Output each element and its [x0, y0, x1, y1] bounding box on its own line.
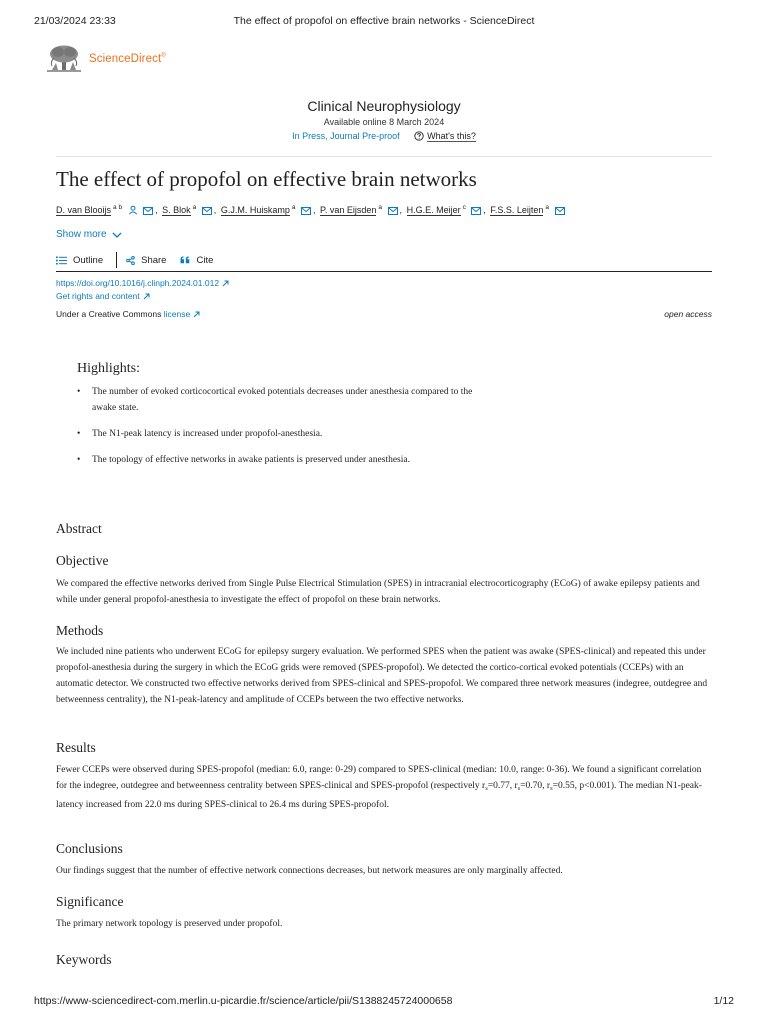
- author-link[interactable]: G.J.M. Huiskamp $^a$: [220, 204, 296, 215]
- rights-content-link[interactable]: Get rights and content: [56, 291, 150, 301]
- mail-icon[interactable]: [143, 207, 153, 215]
- print-header: [34, 15, 734, 29]
- quote-icon: [180, 256, 190, 264]
- outline-button[interactable]: [56, 255, 103, 266]
- highlight-item: • The topology of effective networks in awake patients is preserved under anesthesia.: [77, 452, 497, 468]
- open-access-label: open access: [664, 309, 712, 319]
- print-url: https://www-sciencedirect-com.merlin.u-picardie.fr/science/article/pii/S1388245724000658: [34, 995, 453, 1007]
- divider: [56, 156, 712, 157]
- creative-commons-notice: Under a Creative Commons license: [56, 309, 200, 319]
- conclusions-heading: Conclusions: [56, 841, 123, 856]
- outline-label: Outline: [73, 254, 104, 266]
- article-toolbar: [56, 251, 213, 269]
- significance-text: The primary network topology is preserved under propofol.: [56, 919, 283, 929]
- mail-icon[interactable]: [202, 207, 212, 215]
- print-datetime: 21/03/2024 23:33: [34, 15, 116, 27]
- whats-this-link[interactable]: What's this?: [427, 131, 476, 141]
- mail-icon[interactable]: [555, 207, 565, 215]
- external-link-icon: [222, 280, 229, 287]
- print-page-number: 1/12: [713, 995, 734, 1007]
- author-link[interactable]: P. van Eijsden $^a$: [320, 204, 383, 215]
- sciencedirect-logo[interactable]: [46, 44, 166, 74]
- share-icon: [126, 256, 135, 265]
- available-online: Available online 8 March 2024: [323, 117, 445, 127]
- cite-button[interactable]: [180, 255, 213, 266]
- significance-heading: Significance: [56, 894, 124, 909]
- toolbar-divider: [116, 252, 117, 268]
- toolbar-underline: [56, 271, 712, 272]
- elsevier-tree-logo-icon: [46, 44, 82, 74]
- show-more-button[interactable]: [56, 229, 122, 240]
- mail-icon[interactable]: [388, 207, 398, 215]
- author-link[interactable]: H.G.E. Meijer $^c$: [406, 204, 466, 215]
- brand-trademark: ®: [161, 53, 166, 59]
- external-link-icon: [143, 293, 150, 300]
- show-more-label: Show more: [56, 229, 107, 240]
- publication-status: [0, 131, 768, 141]
- author-link[interactable]: S. Blok $^a$: [162, 204, 197, 215]
- doi-link[interactable]: https://doi.org/10.1016/j.clinph.2024.01.012: [56, 278, 229, 288]
- highlights-list: [77, 384, 497, 478]
- author-list: D. van Blooijs $^{a b}$ , S. Blok $^a$ , G.J.M. Huiskamp $^a$ , P. van Eijsden $^a$ , H.G.E. Meijer $^c$ , F.S.S. Leijten $^a$: [56, 204, 565, 215]
- license-link[interactable]: license: [164, 309, 200, 319]
- conclusions-text: Our findings suggest that the number of effective network connections decreases, but network measures are only marginally affected.: [56, 866, 563, 876]
- list-icon: [56, 256, 67, 265]
- highlights-heading: Highlights:: [77, 361, 141, 376]
- mail-icon[interactable]: [471, 207, 481, 215]
- highlight-item: • The N1-peak latency is increased under propofol-anesthesia.: [77, 426, 497, 442]
- methods-heading: Methods: [56, 623, 104, 638]
- chevron-down-icon: [112, 232, 122, 238]
- external-link-icon: [193, 311, 200, 318]
- share-label: Share: [141, 254, 167, 266]
- author-link[interactable]: D. van Blooijs $^{a b}$: [56, 204, 123, 215]
- abstract-heading: Abstract: [56, 521, 102, 536]
- results-heading: Results: [56, 740, 96, 755]
- print-footer: [34, 995, 734, 1009]
- mail-icon[interactable]: [301, 207, 311, 215]
- print-page-title: The effect of propofol on effective brain networks - ScienceDirect: [233, 15, 535, 27]
- highlight-item: • The number of evoked corticocortical evoked potentials decreases under anesthesia compared to the awake state.: [77, 384, 497, 416]
- in-press-link[interactable]: In Press, Journal Pre-proof: [292, 131, 400, 141]
- journal-name[interactable]: Clinical Neurophysiology: [307, 98, 461, 114]
- methods-text: We included nine patients who underwent ECoG for epilepsy surgery evaluation. We performed SPES when the patient was awake (SPES-clinical) and repeated this under propofol-anesthesia during the surgery in which the ECoG grids were removed (SPES-propofol). We detected the cortico-cortical evoked potentials (CCEPs) with an automatic detector. We constructed two effective networks derived from SPES-clinical and SPES-propofol. We compared three network measures (indegree, outdegree and betweenness centrality), the N1-peak-latency and amplitude of CCEPs between the two effective networks.: [56, 647, 708, 705]
- keywords-heading: Keywords: [56, 952, 112, 967]
- cite-label: Cite: [196, 254, 214, 266]
- question-circle-icon[interactable]: [414, 131, 424, 141]
- share-button[interactable]: [126, 255, 166, 266]
- objective-heading: Objective: [56, 553, 109, 568]
- article-title: The effect of propofol on effective brain networks: [56, 167, 477, 191]
- author-link[interactable]: F.S.S. Leijten $^a$: [490, 204, 550, 215]
- results-text: Fewer CCEPs were observed during SPES-propofol (median: 6.0, range: 0-29) compared to SPES-clinical (median: 10.0, range: 0-36). We found a significant correlation for the indegree, outdegree and betweenness centrality between SPES-clinical and SPES-propofol (respectively $r_s=0.77$, $r_s=0.70$, $r_s=0.55$, p<0.001). The median N1-peak-latency increased from 22.0 ms during SPES-clinical to 26.4 ms during SPES-propofol.: [56, 765, 702, 810]
- person-icon[interactable]: [128, 205, 138, 215]
- objective-text: We compared the effective networks derived from Single Pulse Electrical Stimulation (SPES) in intracranial electrocorticography (ECoG) of awake epilepsy patients and while under general propofol-anesthesia to investigate the effect of propofol on these brain networks.: [56, 579, 700, 605]
- brand-name: ScienceDirect: [89, 53, 162, 65]
